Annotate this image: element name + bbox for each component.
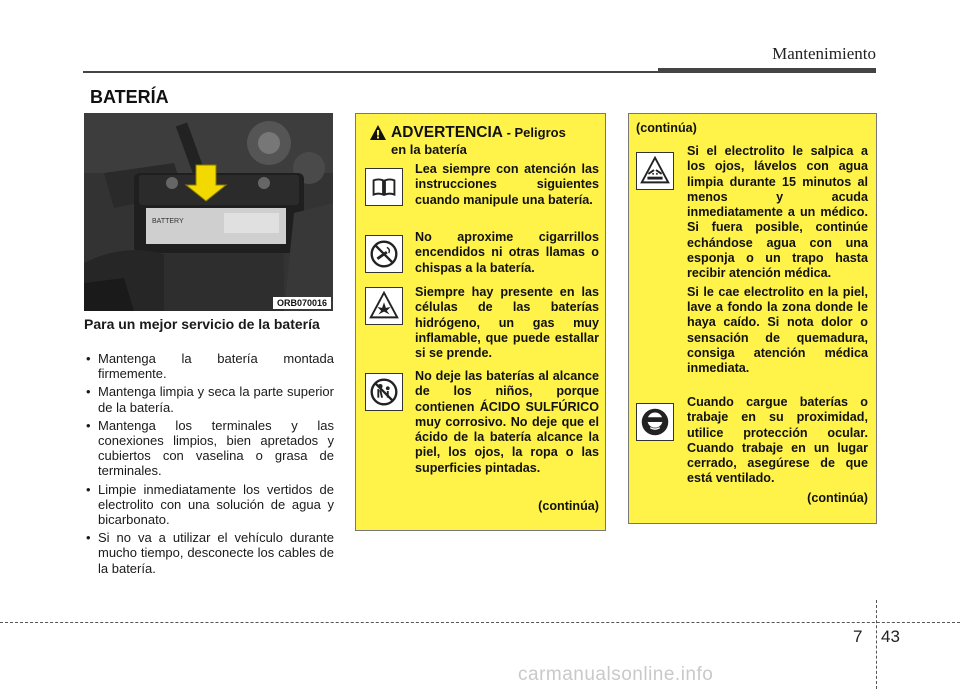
book-icon <box>365 168 403 206</box>
continues-label: (continúa) <box>807 491 868 505</box>
warning-item-text: Siempre hay presente en las células de las baterías hidrógeno, un gas muy inflamable, que puede estallar si se prende. <box>415 285 599 361</box>
eye-protection-icon <box>636 403 674 441</box>
warning-title-rest: - Peligros <box>502 125 566 140</box>
keep-children-away-icon <box>365 373 403 411</box>
corrosive-icon <box>636 152 674 190</box>
warning-block-text: Cuando cargue baterías o trabaje en su proximidad, utilice protección ocular. Cuando trabaje en un lugar cerrado, asegúrese de que está ventilado. <box>687 395 868 486</box>
list-item: • Si no va a utilizar el vehículo durante mucho tiempo, desconecte los cables de la batería. <box>84 530 334 576</box>
warning-item-text: No aproxime cigarrillos encendidos ni otras llamas o chispas a la batería. <box>415 230 599 275</box>
warning-title <box>391 124 566 158</box>
warning-item-text: No deje las baterías al alcance de los niños, porque contienen ÁCIDO SULFÚRICO muy corrosivo. No deje que el ácido de la batería alcance la piel, los ojos, la ropa o las superficies pintadas. <box>415 369 599 475</box>
chapter-number: 7 <box>853 627 863 646</box>
battery-label-text: BATTERY <box>152 218 184 225</box>
header-divider <box>83 71 661 73</box>
warning-triangle-icon <box>369 124 387 141</box>
footer-divider <box>0 622 960 623</box>
page-number: 43 <box>881 627 900 646</box>
list-item: • Mantenga limpia y seca la parte superior de la batería. <box>84 384 334 414</box>
warning-block-text <box>687 144 868 379</box>
list-item: • Mantenga los terminales y las conexiones limpios, bien apretados y cubiertos con vaselina o grasa de terminales. <box>84 418 334 479</box>
warning-paragraph: Si le cae electrolito en la piel, lave a fondo la zona donde le haya caído. Si nota dolor o sensación de quemadura, consiga atención médica inmediata. <box>687 284 868 376</box>
warning-title-line2: en la batería <box>391 142 467 157</box>
continued-header: (continúa) <box>636 121 697 135</box>
explosion-icon <box>365 287 403 325</box>
list-item: • Limpie inmediatamente los vertidos de electrolito con una solución de agua y bicarbonato. <box>84 482 334 528</box>
warning-title-main: ADVERTENCIA <box>391 124 503 141</box>
footer-vertical-divider <box>876 600 877 689</box>
section-title: BATERÍA <box>90 87 169 107</box>
photo-code: ORB070016 <box>273 297 331 309</box>
continues-label: (continúa) <box>538 499 599 513</box>
watermark: carmanualsonline.info <box>518 664 714 685</box>
header-divider-thick <box>658 68 876 73</box>
bullet-list <box>84 351 334 579</box>
battery-photo <box>84 113 333 311</box>
list-item: • Mantenga la batería montada firmemente. <box>84 351 334 381</box>
warning-paragraph: Si el electrolito le salpica a los ojos, lávelos con agua limpia durante 15 minutos al menos y acuda inmediatamente a un médico. Si fuera posible, continúe echándose agua con una esponja o un trapo hasta recibir atención médica. <box>687 144 868 281</box>
no-smoking-icon <box>365 235 403 273</box>
section-heading: Para un mejor servicio de la batería <box>84 316 320 332</box>
warning-item-text: Lea siempre con atención las instrucciones siguientes cuando manipule una batería. <box>415 162 599 207</box>
header-title: Mantenimiento <box>772 44 876 63</box>
